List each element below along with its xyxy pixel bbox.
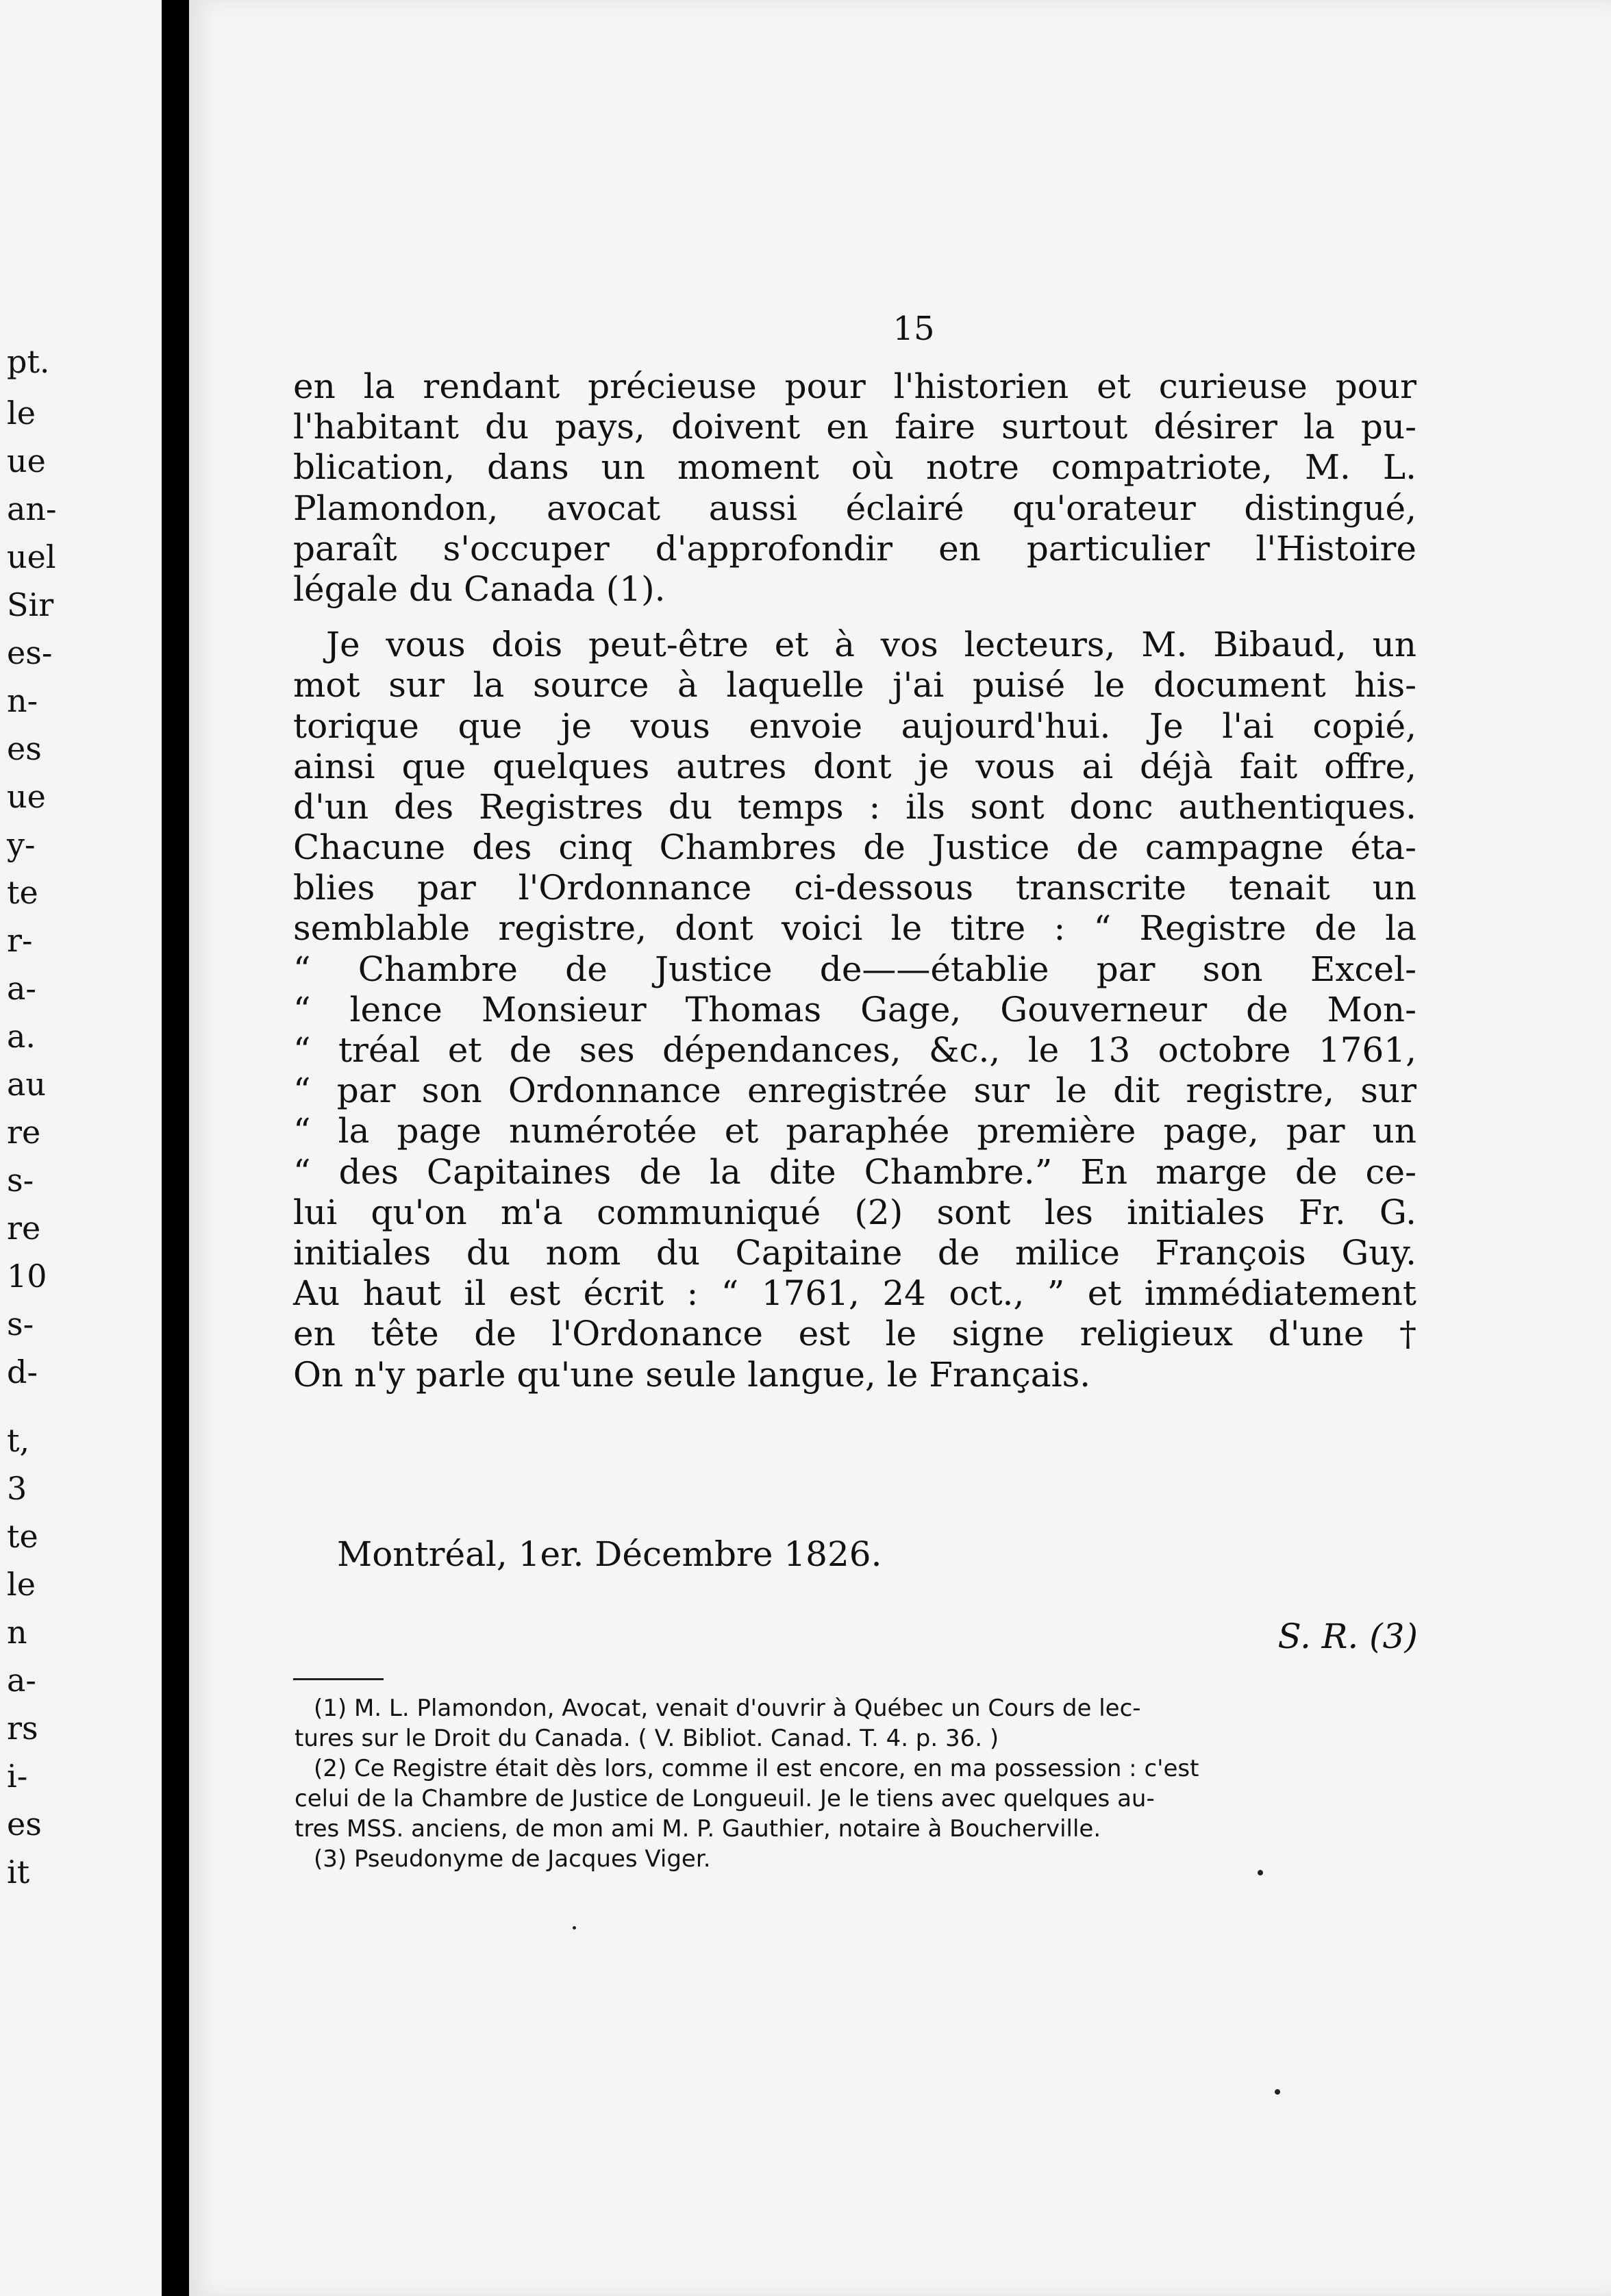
left-page-fragment: au <box>7 1066 47 1103</box>
footnote-line: (1) M. L. Plamondon, Avocat, venait d'ouvrir à Québec un Cours de lec- <box>314 1695 1141 1722</box>
left-page-fragment: r- <box>7 922 33 959</box>
left-page-fragment: a. <box>7 1018 36 1055</box>
left-page-fragment: pt. <box>7 343 50 380</box>
signature: S. R. (3) <box>1277 1617 1418 1656</box>
text-line: d'un des Registres du temps : ils sont donc authentiques. <box>293 786 1416 827</box>
text-line: blication, dans un moment où notre compatriote, M. L. <box>293 447 1416 488</box>
left-page-fragment: es- <box>7 634 53 671</box>
text-line: “ par son Ordonnance enregistrée sur le dit registre, sur <box>293 1071 1416 1111</box>
text-line: initiales du nom du Capitaine de milice François Guy. <box>293 1232 1416 1273</box>
text-line: l'habitant du pays, doivent en faire surtout désirer la pu- <box>293 407 1416 447</box>
left-page-fragment: s- <box>7 1306 34 1343</box>
text-line: torique que je vous envoie aujourd'hui. Je l'ai copié, <box>293 706 1416 746</box>
left-page-fragment: 3 <box>7 1470 27 1507</box>
text-line: lui qu'on m'a communiqué (2) sont les initiales Fr. G. <box>293 1192 1416 1232</box>
left-page-fragment: a- <box>7 1662 36 1699</box>
left-page-fragment: Sir <box>7 586 54 623</box>
footnote-line: tres MSS. anciens, de mon ami M. P. Gauthier, notaire à Boucherville. <box>295 1815 1101 1843</box>
left-page-fragment: uel <box>7 538 56 575</box>
left-page-fragment: a- <box>7 970 36 1007</box>
text-line: Chacune des cinq Chambres de Justice de campagne éta- <box>293 827 1416 868</box>
paragraph-1 <box>293 366 1416 610</box>
left-page-fragment: re <box>7 1114 41 1151</box>
footnote-line: (3) Pseudonyme de Jacques Viger. <box>314 1845 711 1873</box>
text-line: mot sur la source à laquelle j'ai puisé le document his- <box>293 665 1416 706</box>
book-page <box>189 0 1611 2296</box>
facing-page-fragment <box>0 0 162 2296</box>
left-page-fragment: le <box>7 395 36 432</box>
text-line: “ lence Monsieur Thomas Gage, Gouverneur de Mon- <box>293 989 1416 1030</box>
left-page-fragment: ue <box>7 442 46 479</box>
left-page-fragment: te <box>7 1518 38 1555</box>
footnote-rule <box>293 1678 384 1680</box>
text-line: On n'y parle qu'une seule langue, le Français. <box>293 1354 1091 1395</box>
footnote-line: celui de la Chambre de Justice de Longueuil. Je le tiens avec quelques au- <box>295 1785 1155 1812</box>
text-line: “ tréal et de ses dépendances, &c., le 13 octobre 1761, <box>293 1030 1416 1070</box>
speck <box>1258 1870 1263 1875</box>
left-page-fragment: t, <box>7 1422 30 1459</box>
text-line: ainsi que quelques autres dont je vous ai déjà fait offre, <box>293 746 1416 786</box>
left-page-fragment: 10 <box>7 1258 47 1295</box>
left-page-fragment: i- <box>7 1758 28 1795</box>
text-line: “ la page numérotée et paraphée première page, par un <box>293 1111 1416 1151</box>
text-line: en tête de l'Ordonance est le signe religieux d'une † <box>293 1314 1416 1354</box>
footnote-line: tures sur le Droit du Canada. ( V. Bibliot. Canad. T. 4. p. 36. ) <box>295 1725 999 1752</box>
left-page-fragment: s- <box>7 1162 34 1199</box>
page-gutter <box>162 0 189 2296</box>
footnote-line: (2) Ce Registre était dès lors, comme il est encore, en ma possession : c'est <box>314 1755 1199 1782</box>
left-page-fragment: rs <box>7 1710 38 1747</box>
left-page-fragment: an- <box>7 490 57 527</box>
text-line: Je vous dois peut-être et à vos lecteurs, M. Bibaud, un <box>326 625 1416 665</box>
left-page-fragment: re <box>7 1210 41 1247</box>
speck <box>573 1926 576 1930</box>
body-text <box>293 366 1416 1395</box>
left-page-fragment: n <box>7 1614 27 1651</box>
left-page-fragment: d- <box>7 1353 38 1390</box>
left-page-fragment: le <box>7 1566 36 1603</box>
speck <box>1275 2089 1280 2095</box>
place-date-line: Montréal, 1er. Décembre 1826. <box>337 1534 882 1574</box>
text-line: “ des Capitaines de la dite Chambre.” En marge de ce- <box>293 1151 1416 1192</box>
paragraph-2 <box>293 625 1416 1395</box>
left-page-fragment: es <box>7 1806 42 1843</box>
text-line: Plamondon, avocat aussi éclairé qu'orateur distingué, <box>293 488 1416 528</box>
text-line: en la rendant précieuse pour l'historien et curieuse pour <box>293 366 1416 406</box>
text-line: “ Chambre de Justice de——établie par son Excel- <box>293 949 1416 989</box>
left-page-fragment: te <box>7 874 38 911</box>
text-line: Au haut il est écrit : “ 1761, 24 oct., ” et immédiatement <box>293 1273 1416 1314</box>
left-page-fragment: n- <box>7 682 38 719</box>
text-line: semblable registre, dont voici le titre : “ Registre de la <box>293 908 1416 949</box>
left-page-fragment: y- <box>7 826 36 863</box>
text-line: paraît s'occuper d'approfondir en particulier l'Histoire <box>293 528 1416 569</box>
left-page-fragment: ue <box>7 778 46 815</box>
text-line: blies par l'Ordonnance ci-dessous transcrite tenait un <box>293 868 1416 908</box>
page-number: 15 <box>892 310 935 348</box>
footnotes <box>295 1693 1418 1874</box>
left-page-fragment: it <box>7 1854 30 1891</box>
left-page-fragment: es <box>7 730 42 767</box>
text-line: légale du Canada (1). <box>293 569 666 609</box>
